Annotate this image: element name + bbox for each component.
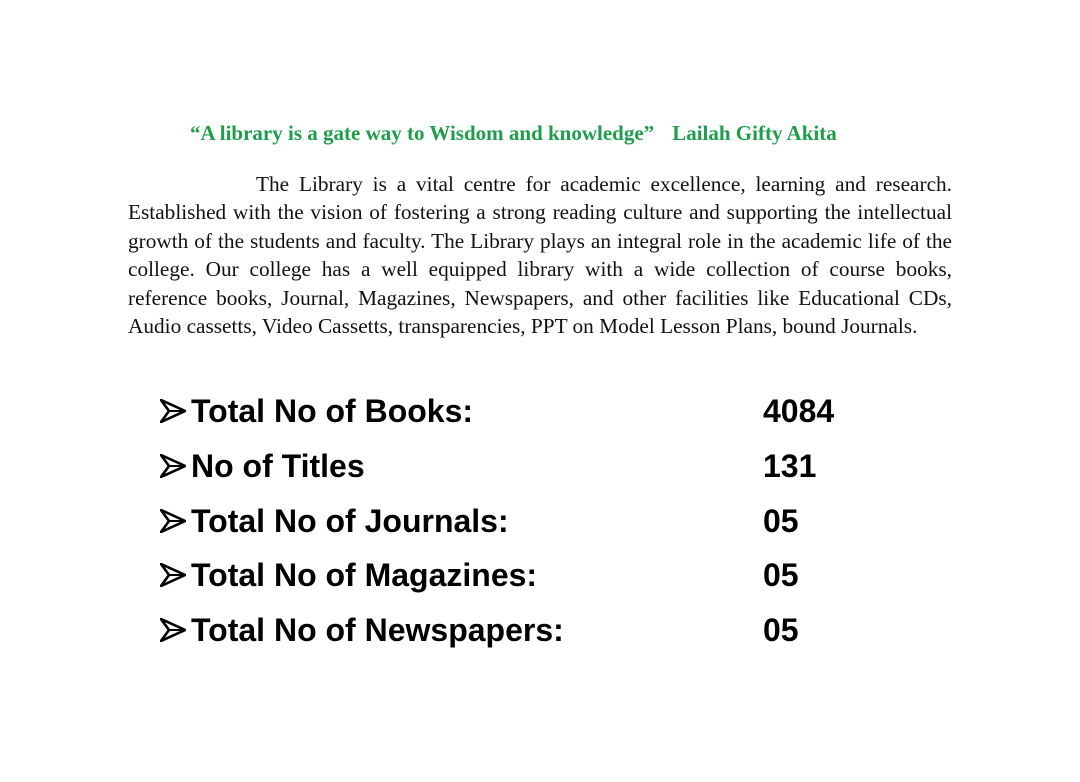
arrowhead-bullet-icon bbox=[160, 509, 186, 533]
stat-label: Total No of Journals: bbox=[191, 502, 509, 539]
stat-value: 05 bbox=[763, 612, 799, 649]
arrowhead-bullet-icon bbox=[160, 618, 186, 642]
stat-label: Total No of Books: bbox=[191, 393, 474, 429]
stat-row-newspapers bbox=[160, 605, 920, 660]
quote-text: “A library is a gate way to Wisdom and knowledge” bbox=[190, 121, 655, 145]
arrowhead-bullet-icon bbox=[160, 399, 186, 423]
stat-value: 05 bbox=[763, 502, 799, 539]
arrowhead-bullet-icon bbox=[160, 454, 186, 478]
stat-row-magazines bbox=[160, 550, 920, 605]
arrowhead-bullet-icon bbox=[160, 563, 186, 587]
stat-value: 05 bbox=[763, 557, 799, 594]
stat-value: 4084 bbox=[763, 393, 835, 429]
library-quote bbox=[190, 118, 970, 148]
stat-row-books bbox=[160, 386, 920, 441]
stat-label: Total No of Magazines: bbox=[191, 557, 538, 594]
stat-value: 131 bbox=[763, 447, 817, 484]
quote-author: Lailah Gifty Akita bbox=[672, 121, 837, 145]
stat-label: No of Titles bbox=[191, 447, 365, 484]
library-description: The Library is a vital centre for academic excellence, learning and research. Established with the vision of fostering a strong reading culture and supporting the intellectual growth of the students and faculty. The Library plays an integral role in the academic life of the college. Our college has a well equipped library with a wide collection of course books, reference books, Journal, Magazines, Newspapers, and other facilities like Educational CDs, Audio cassetts, Video Cassetts, transparencies, PPT on Model Lesson Plans, bound Journals. bbox=[128, 172, 952, 339]
stat-row-titles bbox=[160, 441, 920, 496]
stat-label: Total No of Newspapers: bbox=[191, 612, 564, 649]
library-stats-list bbox=[160, 386, 920, 660]
stat-row-journals bbox=[160, 496, 920, 551]
